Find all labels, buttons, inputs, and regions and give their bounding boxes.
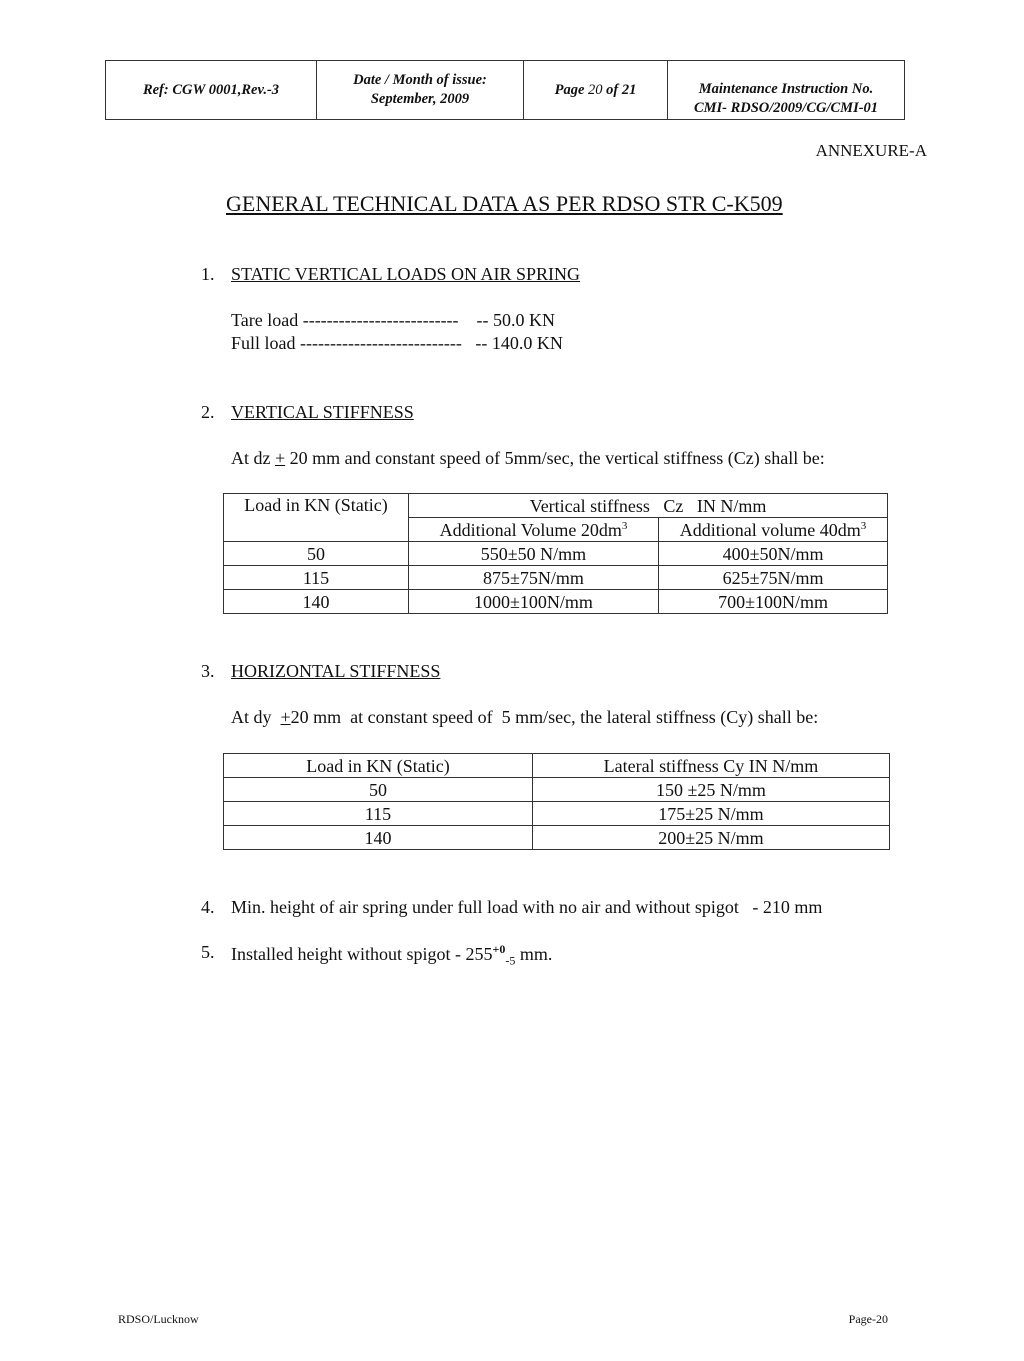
table-header-load: Load in KN (Static) [224,754,533,778]
table-row [224,778,890,802]
header-date: Date / Month of issue: September, 2009 [317,61,524,120]
table-cell: 50 [224,542,409,566]
page-title: GENERAL TECHNICAL DATA AS PER RDSO STR C-K509 [226,191,783,216]
table-cell: 140 [224,590,409,614]
table-cell: 200±25 N/mm [533,826,890,850]
lateral-stiffness-table [223,753,890,850]
table-header-load: Load in KN (Static) [224,494,409,542]
header-ref: Ref: CGW 0001,Rev.-3 [106,61,317,120]
table-row [224,590,888,614]
table-cell: 550±50 N/mm [409,542,659,566]
section-2-heading: VERTICAL STIFFNESS [231,402,414,422]
header-maintenance-instruction: Maintenance Instruction No. CMI- RDSO/2009/CG/CMI-01 [668,61,905,120]
table-cell: 700±100N/mm [659,590,888,614]
table-header-vertical-stiffness: Vertical stiffness Cz IN N/mm [409,494,888,518]
section-1-number: 1. [201,264,215,284]
table-row [224,542,888,566]
table-row [224,802,890,826]
table-header-40dm: Additional volume $40dm^3$ [659,518,888,542]
table-cell: 140 [224,826,533,850]
section-3-heading: HORIZONTAL STIFFNESS [231,661,441,681]
table-cell: 175±25 N/mm [533,802,890,826]
footer-page-number: Page-20 [848,1312,888,1326]
item-4-number: 4. [201,897,215,917]
table-row [224,566,888,590]
table-cell: 150 ±25 N/mm [533,778,890,802]
item-5-number: 5. [201,942,215,962]
table-cell: 50 [224,778,533,802]
item-5-text: Installed height without spigot - $255^{+0}_{-5}$ mm. [231,942,553,968]
section-3-intro: At dy +20 mm at constant speed of 5 mm/sec, the lateral stiffness (Cy) shall be: [231,707,819,727]
table-cell: 625±75N/mm [659,566,888,590]
item-4-text: Min. height of air spring under full load with no air and without spigot - 210 mm [231,897,823,917]
table-cell: 1000±100N/mm [409,590,659,614]
section-2-number: 2. [201,402,215,422]
section-2-intro: At dz + 20 mm and constant speed of 5mm/sec, the vertical stiffness (Cz) shall be: [231,448,825,468]
table-cell: 400±50N/mm [659,542,888,566]
table-header-20dm: Additional Volume $20dm^3$ [409,518,659,542]
annexure-label: ANNEXURE-A [815,141,927,160]
section-1-heading: STATIC VERTICAL LOADS ON AIR SPRING [231,264,581,284]
footer-left: RDSO/Lucknow [118,1312,199,1326]
table-header-lateral-stiffness: Lateral stiffness Cy IN N/mm [533,754,890,778]
section-3-number: 3. [201,661,215,681]
header-page: Page 20 of 21 [524,61,668,120]
vertical-stiffness-table [223,493,888,614]
table-cell: 115 [224,802,533,826]
full-load-line: Full load --------------------------- -- 140.0 KN [231,333,563,353]
document-header [105,60,905,120]
tare-load-line: Tare load -------------------------- -- 50.0 KN [231,310,556,330]
table-row [224,826,890,850]
table-cell: 875±75N/mm [409,566,659,590]
table-cell: 115 [224,566,409,590]
